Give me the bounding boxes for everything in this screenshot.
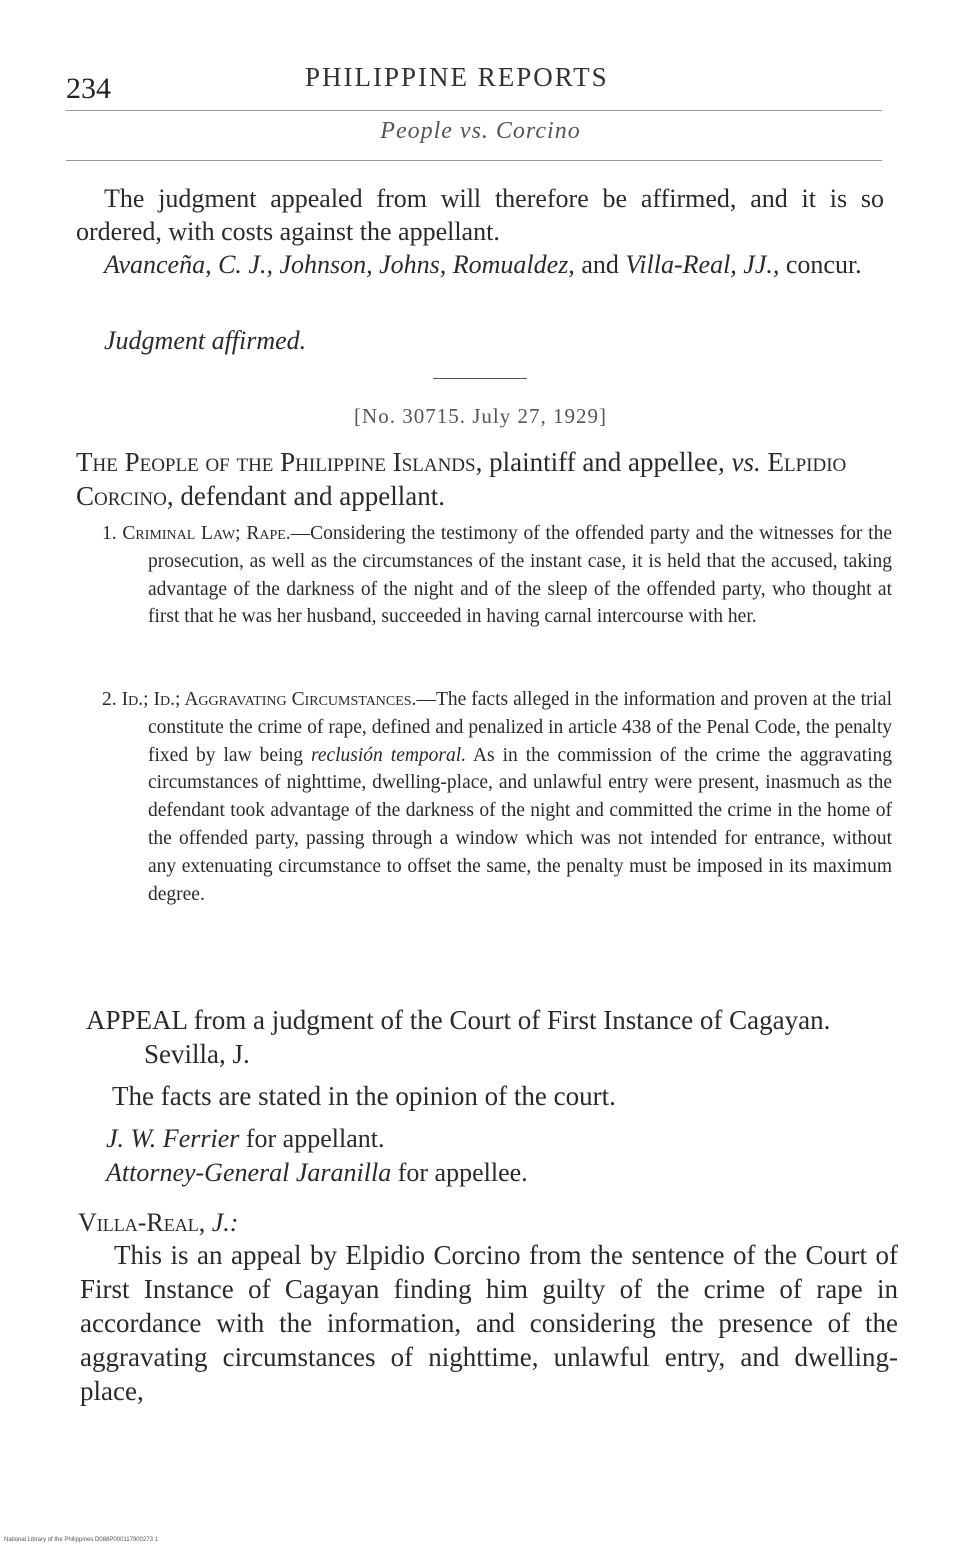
counsel-appellee xyxy=(106,1156,528,1189)
facts-statement: The facts are stated in the opinion of the court. xyxy=(112,1081,616,1111)
syllabus-heading: Criminal Law; Rape. xyxy=(122,523,291,544)
counsel-name: Attorney-General Jaranilla xyxy=(106,1158,392,1187)
case-parties xyxy=(76,445,884,513)
counsel-name: J. W. Ferrier xyxy=(106,1124,240,1153)
plaintiff-name: The People of the Philippine Islands, xyxy=(76,447,483,477)
counsel-role: for appellee. xyxy=(391,1158,528,1187)
syllabus-text: —Considering the testimony of the offended party and the witnesses for the prosecution, as well as the circumstances of the instant case, it is held that the accused, taking advantage of the darkness of the night and of the sleep of the offended party, who thought at first that he was her husband, succeeded in having carnal intercourse with her. xyxy=(148,523,892,628)
concurrence xyxy=(76,248,884,281)
library-footer: National Library of the Philippines D088P000117900273 1 xyxy=(4,1537,158,1543)
closing-paragraph xyxy=(76,182,884,248)
defendant-role: defendant and appellant. xyxy=(173,481,445,511)
defendant-name: Elpidio Corcino, xyxy=(76,447,847,511)
closing-text: The judgment appealed from will therefore be affirmed, and it is so ordered, with costs against the appellant. xyxy=(76,184,884,246)
docket-line: [No. 30715. July 27, 1929] xyxy=(354,404,607,428)
subheader-rule xyxy=(66,160,882,161)
syllabus-text: —The facts alleged in the information and proven at the trial constitute the crime of rape, defined and penalized in article 438 of the Penal Code, the penalty fixed by law being xyxy=(148,689,892,766)
concur-last: Villa-Real, JJ., xyxy=(625,250,780,279)
plaintiff-role: plaintiff and appellee, xyxy=(482,447,732,477)
disposition: Judgment affirmed. xyxy=(104,326,307,355)
concur-names: Avanceña, C. J., Johnson, Johns, Romualdez, xyxy=(104,250,575,279)
syllabus-heading: Id.; Id.; Aggravating Circumstances. xyxy=(121,689,417,710)
counsel-role: for appellant. xyxy=(239,1124,385,1153)
concur-and: and xyxy=(574,250,626,279)
opinion-author xyxy=(78,1206,238,1239)
concur-tail: concur. xyxy=(779,250,862,279)
reporter-title: PHILIPPINE REPORTS xyxy=(305,62,609,92)
syllabus-italic: reclusión temporal. xyxy=(310,744,467,766)
syllabus-number: 1. xyxy=(102,523,123,544)
appeal-line xyxy=(86,1003,900,1071)
header-rule xyxy=(66,110,882,111)
syllabus-text-after: As in the commission of the crime the aggravating circumstances of nighttime, dwelling-place, and unlawful entry were present, inasmuch as the defendant took advantage of the darkness of the night and committed the crime in the home of the offended party, passing through a window which was not intended for entrance, without any extenuating circumstance to offset the same, the penalty must be imposed in its maximum degree. xyxy=(148,744,893,905)
page-number: 234 xyxy=(66,72,111,105)
opinion-body: This is an appeal by Elpidio Corcino from the sentence of the Court of First Instance of Cagayan finding him guilty of the crime of rape in accordance with the information, and considering the presence of the aggravating circumstances of nighttime, unlawful entry, and dwelling-place, xyxy=(80,1240,898,1406)
trial-judge: Sevilla, J. xyxy=(144,1039,250,1069)
author-name: Villa-Real, xyxy=(78,1208,206,1237)
appeal-text: APPEAL from a judgment of the Court of First Instance of Cagayan. xyxy=(86,1005,831,1035)
case-separator xyxy=(433,378,527,379)
author-title: J.: xyxy=(205,1208,239,1237)
syllabus-item-1 xyxy=(102,520,892,631)
case-short-title: People vs. Corcino xyxy=(380,118,581,144)
syllabus-item-2 xyxy=(102,686,893,908)
syllabus-number: 2. xyxy=(102,689,122,710)
counsel-appellant xyxy=(106,1122,384,1155)
versus: vs. xyxy=(731,447,761,477)
